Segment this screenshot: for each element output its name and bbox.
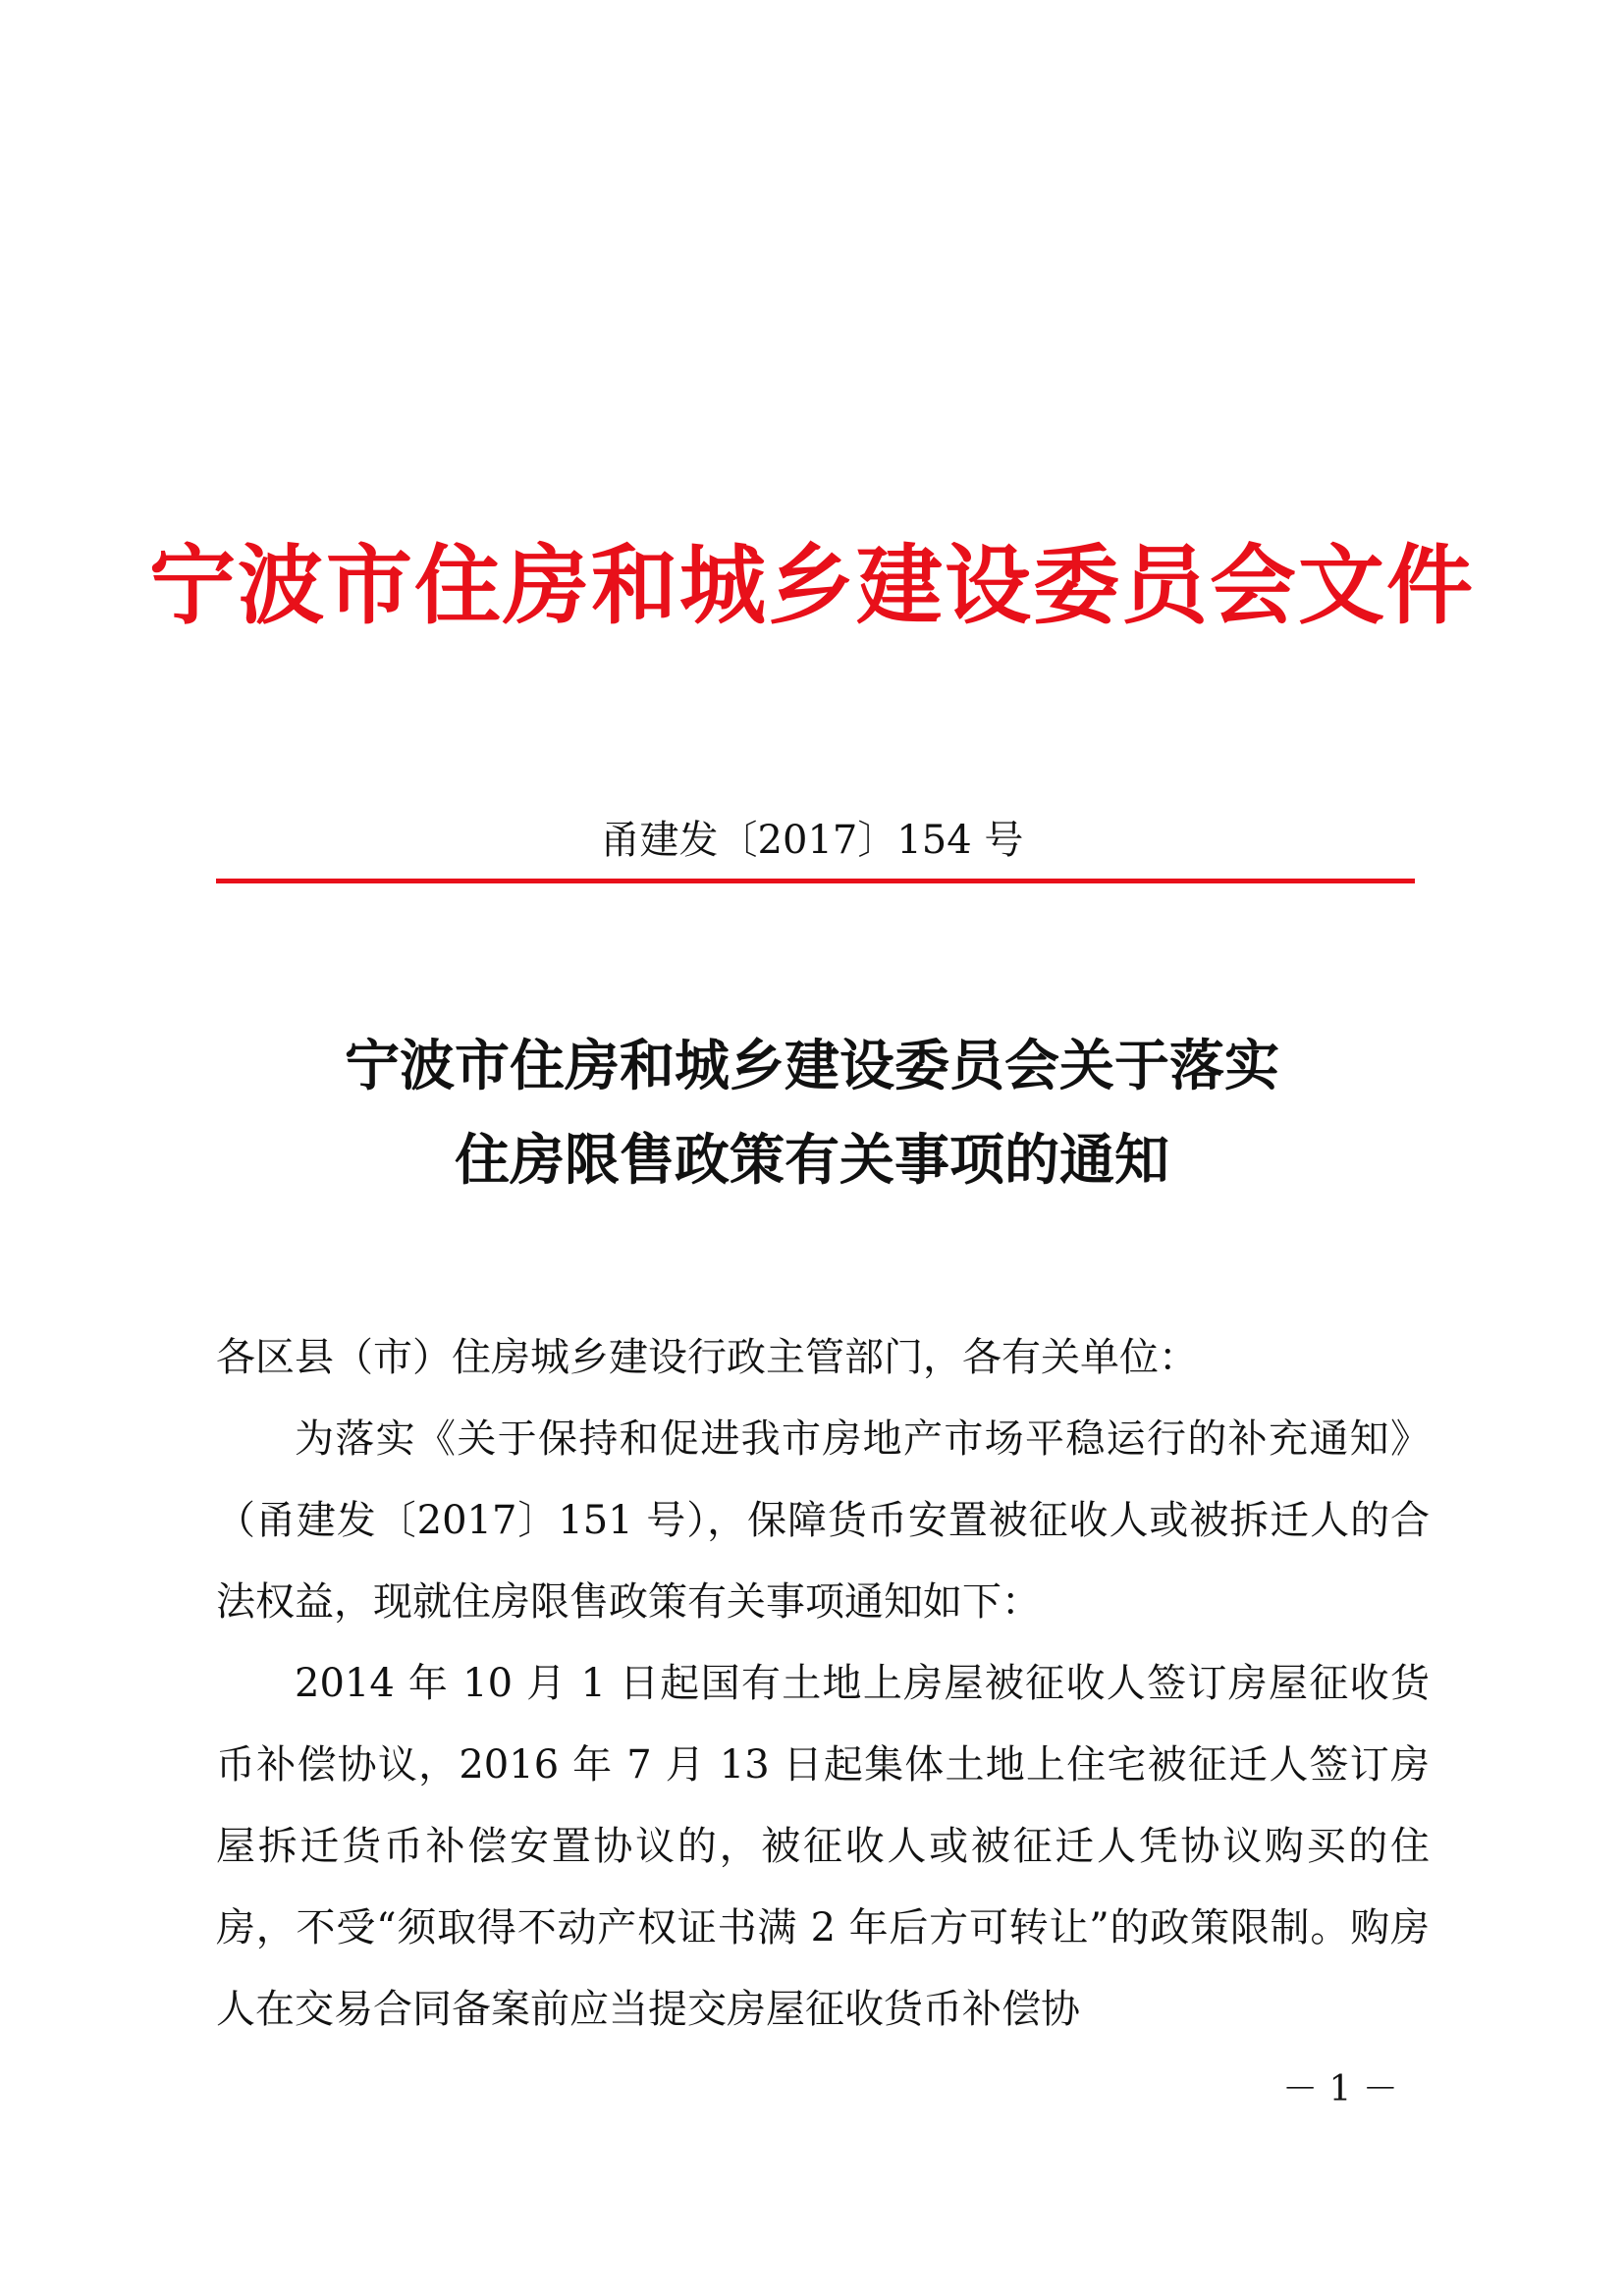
red-divider-line bbox=[216, 879, 1415, 883]
body-paragraph-1: 为落实《关于保持和促进我市房地产市场平稳运行的补充通知》（甬建发〔2017〕151 号），保障货币安置被征收人或被拆迁人的合法权益，现就住房限售政策有关事项通知如下： bbox=[216, 1416, 1430, 1625]
issuer-title: 宁波市住房和城乡建设委员会文件 bbox=[148, 534, 1475, 636]
notice-title bbox=[0, 1019, 1624, 1207]
page-number: － 1 － bbox=[1282, 2069, 1398, 2109]
body-paragraph-2: 2014 年 10 月 1 日起国有土地上房屋被征收人签订房屋征收货币补偿协议，2016 年 7 月 13 日起集体土地上住宅被征迁人签订房屋拆迁货币补偿安置协议的，被征收人或被征迁人凭协议购买的住房，不受“须取得不动产权证书满 2 年后方可转让”的政策限制。购房人在交易合同备案前应当提交房屋征收货币补偿协 bbox=[216, 1661, 1430, 2032]
notice-body bbox=[216, 1317, 1430, 2051]
notice-title-line-2: 住房限售政策有关事项的通知 bbox=[455, 1128, 1169, 1193]
notice-title-line-1: 宁波市住房和城乡建设委员会关于落实 bbox=[345, 1034, 1279, 1098]
document-number: 甬建发〔2017〕154 号 bbox=[600, 818, 1024, 863]
salutation: 各区县（市）住房城乡建设行政主管部门，各有关单位： bbox=[216, 1335, 1198, 1380]
